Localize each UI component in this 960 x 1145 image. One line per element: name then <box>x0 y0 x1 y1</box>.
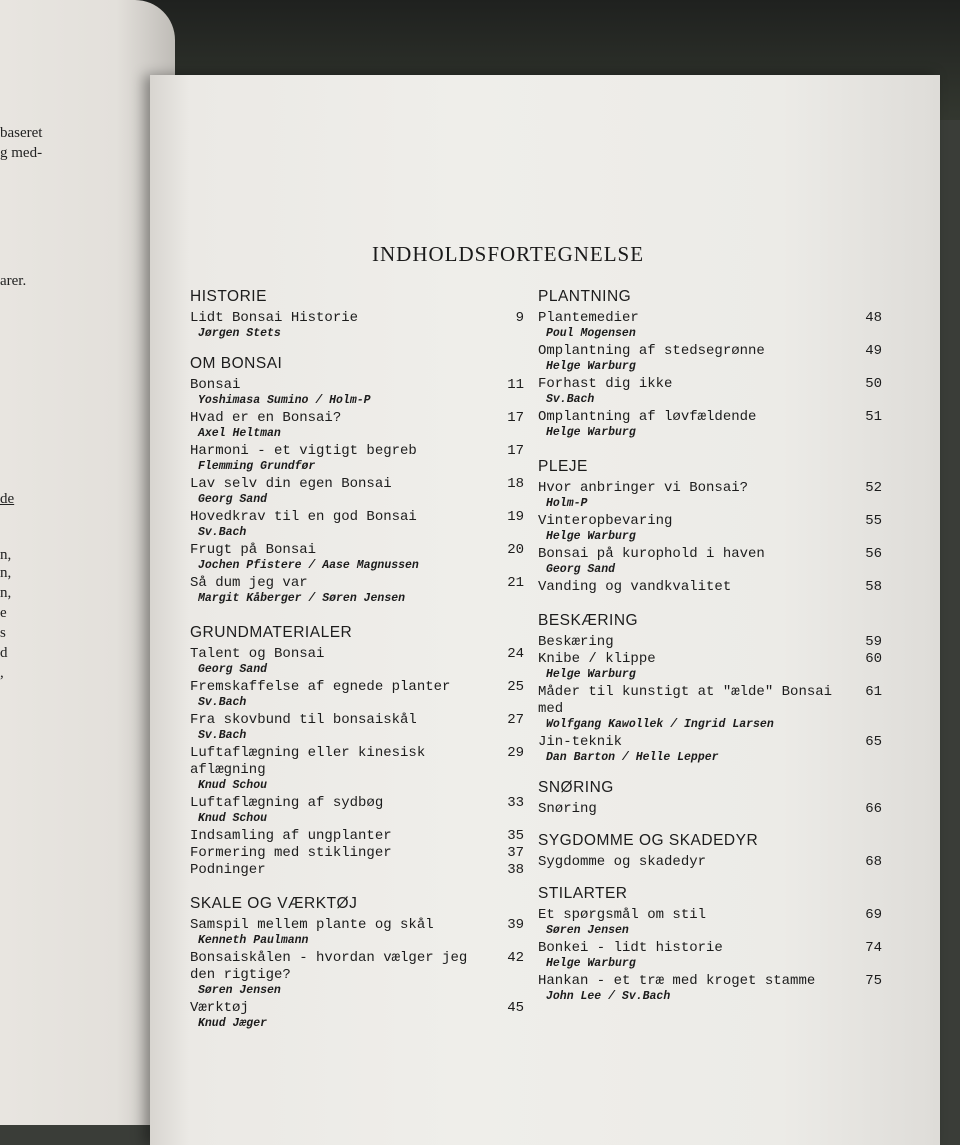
toc-entry <box>190 862 530 879</box>
entry-page-number: 52 <box>865 480 882 496</box>
entry-title: Talent og Bonsai <box>190 646 325 662</box>
entry-author: Georg Sand <box>546 563 616 576</box>
toc-entry <box>190 476 530 507</box>
entry-page-number: 69 <box>865 907 882 923</box>
entry-author: Poul Mogensen <box>546 327 636 340</box>
entry-page-number: 58 <box>865 579 882 595</box>
entry-title: Plantemedier <box>538 310 639 326</box>
left-page-text: de <box>0 491 15 507</box>
entry-page-number: 25 <box>507 679 524 695</box>
left-page <box>0 0 175 1125</box>
entry-page-number: 48 <box>865 310 882 326</box>
section-heading: GRUNDMATERIALER <box>190 624 353 641</box>
entry-title: Fremskaffelse af egnede planter <box>190 679 451 695</box>
entry-page-number: 17 <box>507 410 524 426</box>
left-page-text: , <box>0 665 4 681</box>
entry-title: Hovedkrav til en god Bonsai <box>190 509 417 525</box>
left-page-text: s <box>0 625 6 641</box>
entry-page-number: 24 <box>507 646 524 662</box>
entry-page-number: 35 <box>507 828 524 844</box>
entry-author: Helge Warburg <box>546 426 636 439</box>
toc-section-stilarter <box>538 885 888 1004</box>
entry-title: Knibe / klippe <box>538 651 656 667</box>
toc-entry <box>190 1000 530 1031</box>
entry-author: Yoshimasa Sumino / Holm-P <box>198 394 371 407</box>
toc-section-plantning <box>538 288 888 440</box>
entry-author: Helge Warburg <box>546 957 636 970</box>
toc-entry <box>538 651 888 682</box>
entry-title: Hvor anbringer vi Bonsai? <box>538 480 749 496</box>
entry-page-number: 59 <box>865 634 882 650</box>
entry-page-number: 45 <box>507 1000 524 1016</box>
toc-left-column <box>190 288 530 1033</box>
entry-title: Formering med stiklinger <box>190 845 392 861</box>
entry-title: Vanding og vandkvalitet <box>538 579 732 595</box>
entry-title: Jin-teknik <box>538 734 623 750</box>
toc-entry <box>538 310 888 341</box>
toc-entry <box>538 684 888 732</box>
entry-author: Sv.Bach <box>198 526 247 539</box>
toc-entry <box>538 513 888 544</box>
toc-entry <box>190 575 530 606</box>
entry-page-number: 19 <box>507 509 524 525</box>
entry-title: Harmoni - et vigtigt begreb <box>190 443 417 459</box>
entry-page-number: 27 <box>507 712 524 728</box>
entry-author: Margit Kåberger / Søren Jensen <box>198 592 406 605</box>
entry-title: Bonsai på kurophold i haven <box>538 546 765 562</box>
entry-title: Indsamling af ungplanter <box>190 828 392 844</box>
entry-page-number: 38 <box>507 862 524 878</box>
entry-title: Bonsai <box>190 377 241 393</box>
entry-page-number: 9 <box>515 310 524 326</box>
entry-author: Helge Warburg <box>546 530 636 543</box>
entry-author: Søren Jensen <box>546 924 629 937</box>
page-title: INDHOLDSFORTEGNELSE <box>372 242 645 266</box>
toc-entry <box>190 310 530 341</box>
left-page-text: n, <box>0 547 12 563</box>
entry-title: Bonkei - lidt historie <box>538 940 723 956</box>
toc-entry <box>190 745 530 793</box>
entry-page-number: 39 <box>507 917 524 933</box>
toc-entry <box>190 712 530 743</box>
entry-page-number: 33 <box>507 795 524 811</box>
entry-author: Kenneth Paulmann <box>198 934 309 947</box>
toc-entry <box>190 795 530 826</box>
entry-page-number: 68 <box>865 854 882 870</box>
toc-section-om-bonsai <box>190 355 530 606</box>
entry-author: John Lee / Sv.Bach <box>546 990 671 1003</box>
toc-section-sygdomme-og-skadedyr <box>538 832 888 871</box>
section-heading: SNØRING <box>538 779 614 796</box>
left-page-text: d <box>0 645 8 661</box>
entry-title: Et spørgsmål om stil <box>538 907 707 923</box>
entry-author: Helge Warburg <box>546 360 636 373</box>
entry-page-number: 55 <box>865 513 882 529</box>
entry-title: Omplantning af stedsegrønne <box>538 343 765 359</box>
left-page-text: n, <box>0 585 12 601</box>
toc-entry <box>190 646 530 677</box>
toc-entry <box>190 917 530 948</box>
section-heading: STILARTER <box>538 885 628 902</box>
section-heading: SKALE OG VÆRKTØJ <box>190 895 358 912</box>
entry-author: Wolfgang Kawollek / Ingrid Larsen <box>546 718 774 731</box>
entry-page-number: 74 <box>865 940 882 956</box>
entry-title: Beskæring <box>538 634 614 650</box>
entry-author: Jochen Pfistere / Aase Magnussen <box>198 559 419 572</box>
toc-entry <box>538 634 888 651</box>
entry-page-number: 42 <box>507 950 524 966</box>
entry-author: Sv.Bach <box>546 393 595 406</box>
toc-section-snøring <box>538 779 888 818</box>
entry-page-number: 50 <box>865 376 882 392</box>
entry-title: Luftaflægning af sydbøg <box>190 795 384 811</box>
entry-author: Georg Sand <box>198 493 268 506</box>
entry-page-number: 18 <box>507 476 524 492</box>
left-page-text: g med- <box>0 145 43 161</box>
entry-author: Knud Schou <box>198 779 268 792</box>
section-heading: HISTORIE <box>190 288 267 305</box>
entry-page-number: 11 <box>507 377 524 393</box>
entry-author: Sv.Bach <box>198 729 247 742</box>
toc-entry <box>538 854 888 871</box>
entry-page-number: 37 <box>507 845 524 861</box>
entry-page-number: 17 <box>507 443 524 459</box>
entry-title: Samspil mellem plante og skål <box>190 917 434 933</box>
toc-section-pleje <box>538 458 888 596</box>
section-heading: BESKÆRING <box>538 612 639 629</box>
left-page-text: n, <box>0 565 12 581</box>
toc-entry <box>190 509 530 540</box>
section-heading: OM BONSAI <box>190 355 283 372</box>
entry-page-number: 60 <box>865 651 882 667</box>
entry-page-number: 75 <box>865 973 882 989</box>
entry-page-number: 49 <box>865 343 882 359</box>
toc-entry <box>190 828 530 845</box>
entry-page-number: 56 <box>865 546 882 562</box>
toc-entry <box>190 679 530 710</box>
entry-page-number: 29 <box>507 745 524 761</box>
entry-title: Forhast dig ikke <box>538 376 673 392</box>
entry-author: Sv.Bach <box>198 696 247 709</box>
toc-entry <box>538 801 888 818</box>
left-page-text: e <box>0 605 7 621</box>
entry-title: Fra skovbund til bonsaiskål <box>190 712 417 728</box>
entry-title: Omplantning af løvfældende <box>538 409 757 425</box>
entry-title: Luftaflægning eller kinesisk aflægning <box>190 745 426 778</box>
toc-entry <box>190 542 530 573</box>
left-page-text: baseret <box>0 125 43 141</box>
entry-title: Lidt Bonsai Historie <box>190 310 359 326</box>
entry-author: Knud Jæger <box>198 1017 268 1030</box>
entry-title: Måder til kunstigt at "ælde" Bonsai med <box>538 684 833 717</box>
entry-page-number: 66 <box>865 801 882 817</box>
entry-author: Jørgen Stets <box>198 327 281 340</box>
toc-entry <box>538 480 888 511</box>
toc-section-historie <box>190 288 530 341</box>
entry-author: Dan Barton / Helle Lepper <box>546 751 719 764</box>
section-heading: SYGDOMME OG SKADEDYR <box>538 832 759 849</box>
entry-title: Vinteropbevaring <box>538 513 673 529</box>
toc-section-grundmaterialer <box>190 624 530 879</box>
toc-entry <box>538 579 888 596</box>
section-heading: PLANTNING <box>538 288 632 305</box>
entry-title: Lav selv din egen Bonsai <box>190 476 392 492</box>
entry-page-number: 20 <box>507 542 524 558</box>
entry-title: Bonsaiskålen - hvordan vælger jeg den rigtige? <box>190 950 468 983</box>
entry-title: Så dum jeg var <box>190 575 308 591</box>
toc-entry <box>538 546 888 577</box>
entry-title: Hvad er en Bonsai? <box>190 410 342 426</box>
toc-entry <box>538 409 888 440</box>
entry-title: Værktøj <box>190 1000 249 1016</box>
entry-author: Knud Schou <box>198 812 268 825</box>
toc-entry <box>538 376 888 407</box>
entry-page-number: 61 <box>865 684 882 700</box>
entry-page-number: 51 <box>865 409 882 425</box>
entry-author: Holm-P <box>546 497 588 510</box>
entry-page-number: 21 <box>507 575 524 591</box>
toc-entry <box>538 343 888 374</box>
entry-title: Snøring <box>538 801 597 817</box>
toc-right-column <box>538 288 888 1006</box>
entry-page-number: 65 <box>865 734 882 750</box>
toc-entry <box>190 950 530 998</box>
toc-entry <box>190 410 530 441</box>
section-heading: PLEJE <box>538 458 588 475</box>
toc-entry <box>190 443 530 474</box>
entry-author: Georg Sand <box>198 663 268 676</box>
toc-entry <box>190 377 530 408</box>
toc-entry <box>538 734 888 765</box>
entry-author: Axel Heltman <box>198 427 281 440</box>
entry-author: Flemming Grundfør <box>198 460 316 473</box>
toc-entry <box>538 973 888 1004</box>
entry-author: Søren Jensen <box>198 984 281 997</box>
toc-section-beskæring <box>538 612 888 765</box>
entry-title: Podninger <box>190 862 266 878</box>
toc-entry <box>538 940 888 971</box>
left-page-text: arer. <box>0 273 27 289</box>
toc-entry <box>190 845 530 862</box>
entry-title: Hankan - et træ med kroget stamme <box>538 973 816 989</box>
entry-author: Helge Warburg <box>546 668 636 681</box>
entry-title: Sygdomme og skadedyr <box>538 854 707 870</box>
toc-section-skale-og-værktøj <box>190 895 530 1031</box>
entry-title: Frugt på Bonsai <box>190 542 317 558</box>
toc-entry <box>538 907 888 938</box>
